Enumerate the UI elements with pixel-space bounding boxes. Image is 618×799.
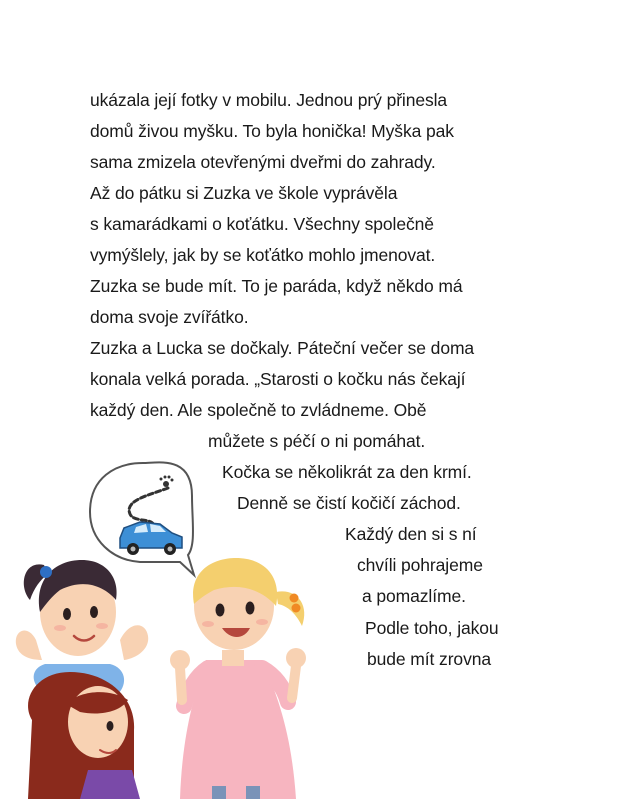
text-line-3: sama zmizela otevřenými dveřmi do zahrady. [90, 152, 436, 172]
text-line-14: Denně se čistí kočičí záchod. [237, 493, 461, 513]
text-line-5: s kamarádkami o koťátku. Všechny společně [90, 214, 434, 234]
text-line-7: Zuzka se bude mít. To je paráda, když někdo má [90, 276, 463, 296]
text-line-17: a pomazlíme. [362, 586, 466, 606]
text-line-10: konala velká porada. „Starosti o kočku nás čekají [90, 369, 466, 389]
text-line-9: Zuzka a Lucka se dočkaly. Páteční večer se doma [90, 338, 475, 358]
text-line-1: ukázala její fotky v mobilu. Jednou prý přinesla [90, 90, 448, 110]
girls-thinking-of-car-illustration [0, 455, 340, 799]
text-line-8: doma svoje zvířátko. [90, 307, 249, 327]
text-line-6: vymýšlely, jak by se koťátko mohlo jmenovat. [90, 245, 436, 265]
text-line-16: chvíli pohrajeme [357, 555, 483, 575]
girl-red-hair [28, 672, 140, 799]
text-line-12: můžete s péčí o ni pomáhat. [208, 431, 426, 451]
text-line-4: Až do pátku si Zuzka ve škole vyprávěla [90, 183, 398, 203]
text-line-18: Podle toho, jakou [365, 618, 499, 638]
text-line-19: bude mít zrovna [367, 649, 491, 669]
text-line-2: domů živou myšku. To byla honička! Myška pak [90, 121, 454, 141]
thought-bubble [90, 462, 194, 575]
text-line-11: každý den. Ale společně to zvládneme. Obě [90, 400, 427, 420]
girl-blonde [170, 558, 306, 799]
text-line-13: Kočka se několikrát za den krmí. [222, 462, 472, 482]
text-line-15: Každý den si s ní [345, 524, 477, 544]
